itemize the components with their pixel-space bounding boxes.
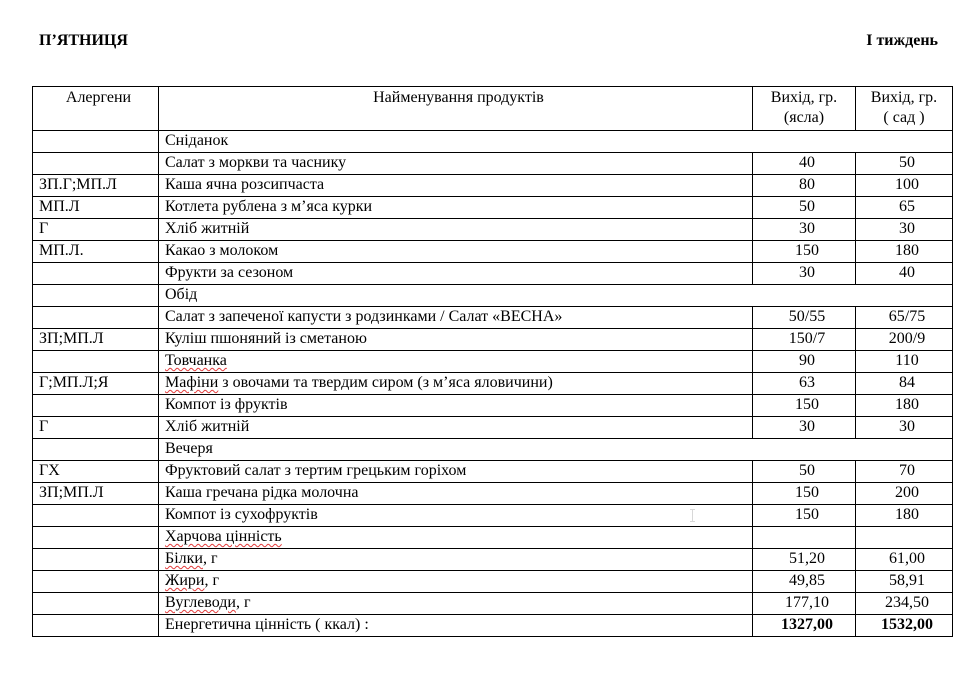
section-title-lunch: Обід bbox=[159, 285, 953, 307]
garden-output-cell: 180 bbox=[856, 241, 953, 263]
table-row bbox=[33, 593, 953, 615]
nursery-output-cell: 51,20 bbox=[753, 549, 856, 571]
garden-output-cell: 65/75 bbox=[856, 307, 953, 329]
text-cursor-icon bbox=[692, 509, 693, 522]
allergen-cell: МП.Л bbox=[33, 197, 159, 219]
product-name-cell: Куліш пшоняний із сметаною bbox=[159, 329, 753, 351]
table-row bbox=[33, 197, 953, 219]
allergen-cell bbox=[33, 549, 159, 571]
nursery-energy-total: 1327,00 bbox=[753, 615, 856, 637]
product-name-cell: Компот із фруктів bbox=[159, 395, 753, 417]
nutrient-unit: , г bbox=[202, 550, 218, 567]
product-name-cell: Фруктовий салат з тертим грецьким горіхом bbox=[159, 461, 753, 483]
table-header-row bbox=[33, 87, 953, 131]
nursery-output-cell: 30 bbox=[753, 263, 856, 285]
nursery-output-cell: 30 bbox=[753, 219, 856, 241]
allergen-cell bbox=[33, 439, 159, 461]
allergen-cell bbox=[33, 285, 159, 307]
table-row bbox=[33, 329, 953, 351]
section-title-dinner: Вечеря bbox=[159, 439, 953, 461]
allergen-cell: Г bbox=[33, 417, 159, 439]
nursery-output-cell: 63 bbox=[753, 373, 856, 395]
garden-output-cell: 70 bbox=[856, 461, 953, 483]
nursery-output-cell: 50 bbox=[753, 197, 856, 219]
column-header-garden-output bbox=[856, 87, 953, 131]
garden-output-cell: 65 bbox=[856, 197, 953, 219]
garden-output-cell bbox=[856, 527, 953, 549]
table-row bbox=[33, 461, 953, 483]
table-row bbox=[33, 395, 953, 417]
allergen-cell bbox=[33, 505, 159, 527]
table-row bbox=[33, 505, 953, 527]
nutrient-label-cell bbox=[159, 549, 753, 571]
product-name-cell: Фрукти за сезоном bbox=[159, 263, 753, 285]
product-name-cell bbox=[159, 351, 753, 373]
nursery-output-cell: 40 bbox=[753, 153, 856, 175]
table-row bbox=[33, 307, 953, 329]
table-row bbox=[33, 549, 953, 571]
nursery-output-cell: 50 bbox=[753, 461, 856, 483]
allergen-cell bbox=[33, 263, 159, 285]
garden-output-cell: 180 bbox=[856, 395, 953, 417]
garden-output-cell: 234,50 bbox=[856, 593, 953, 615]
product-name-cell: Салат з моркви та часнику bbox=[159, 153, 753, 175]
product-name-cell: Котлета рублена з м’яса курки bbox=[159, 197, 753, 219]
nursery-output-cell: 80 bbox=[753, 175, 856, 197]
product-name-cell bbox=[159, 373, 753, 395]
nursery-output-cell: 30 bbox=[753, 417, 856, 439]
spellcheck-flagged-word: Вуглеводи bbox=[165, 594, 236, 611]
table-row bbox=[33, 263, 953, 285]
allergen-cell bbox=[33, 593, 159, 615]
garden-output-cell: 58,91 bbox=[856, 571, 953, 593]
nutrient-label-cell bbox=[159, 571, 753, 593]
table-row bbox=[33, 241, 953, 263]
allergen-cell bbox=[33, 527, 159, 549]
table-row bbox=[33, 571, 953, 593]
nursery-output-cell: 150 bbox=[753, 505, 856, 527]
nursery-header-line1: Вихід, гр. bbox=[770, 89, 838, 106]
allergen-cell: ЗП.Г;МП.Л bbox=[33, 175, 159, 197]
product-name-rest: з овочами та твердим сиром (з м’яса яловичини) bbox=[218, 374, 553, 391]
energy-label-cell: Енергетична цінність ( ккал) : bbox=[159, 615, 753, 637]
section-title-breakfast: Сніданок bbox=[159, 131, 953, 153]
column-header-product-name: Найменування продуктів bbox=[159, 87, 753, 131]
allergen-cell: МП.Л. bbox=[33, 241, 159, 263]
allergen-cell bbox=[33, 351, 159, 373]
allergen-cell bbox=[33, 307, 159, 329]
table-row bbox=[33, 373, 953, 395]
garden-output-cell: 100 bbox=[856, 175, 953, 197]
product-name-cell: Хліб житній bbox=[159, 417, 753, 439]
garden-output-cell: 40 bbox=[856, 263, 953, 285]
garden-output-cell: 30 bbox=[856, 417, 953, 439]
nutrient-unit: , г bbox=[204, 572, 220, 589]
product-name-cell: Салат з запеченої капусти з родзинками / Салат «ВЕСНА» bbox=[159, 307, 753, 329]
garden-output-cell: 110 bbox=[856, 351, 953, 373]
nursery-output-cell: 177,10 bbox=[753, 593, 856, 615]
garden-output-cell: 30 bbox=[856, 219, 953, 241]
section-title-nutrition bbox=[159, 527, 753, 549]
spellcheck-flagged-word: Мафіни bbox=[165, 374, 219, 391]
garden-output-cell: 50 bbox=[856, 153, 953, 175]
garden-energy-total: 1532,00 bbox=[856, 615, 953, 637]
nursery-output-cell bbox=[753, 527, 856, 549]
nursery-output-cell: 150 bbox=[753, 483, 856, 505]
product-name-cell: Какао з молоком bbox=[159, 241, 753, 263]
garden-output-cell: 200/9 bbox=[856, 329, 953, 351]
garden-output-cell: 200 bbox=[856, 483, 953, 505]
garden-output-cell: 84 bbox=[856, 373, 953, 395]
spellcheck-flagged-word: Харчова цінність bbox=[165, 528, 282, 545]
allergen-cell: Г;МП.Л;Я bbox=[33, 373, 159, 395]
week-label: І тиждень bbox=[866, 32, 938, 49]
table-row bbox=[33, 175, 953, 197]
nursery-output-cell: 90 bbox=[753, 351, 856, 373]
product-name-cell: Хліб житній bbox=[159, 219, 753, 241]
nursery-output-cell: 49,85 bbox=[753, 571, 856, 593]
table-row bbox=[33, 351, 953, 373]
table-row bbox=[33, 417, 953, 439]
allergen-cell bbox=[33, 615, 159, 637]
day-title: П’ЯТНИЦЯ bbox=[39, 32, 128, 49]
allergen-cell: ГХ bbox=[33, 461, 159, 483]
section-row-lunch bbox=[33, 285, 953, 307]
garden-output-cell: 180 bbox=[856, 505, 953, 527]
spellcheck-flagged-word: Товчанка bbox=[165, 352, 227, 369]
nutrient-unit: , г bbox=[235, 594, 251, 611]
energy-total-row bbox=[33, 615, 953, 637]
allergen-cell: ЗП;МП.Л bbox=[33, 329, 159, 351]
allergen-cell bbox=[33, 153, 159, 175]
garden-header-line1: Вихід, гр. bbox=[870, 89, 938, 106]
nursery-header-line2: (ясла) bbox=[783, 109, 825, 126]
product-name-cell: Каша ячна розсипчаста bbox=[159, 175, 753, 197]
column-header-allergens: Алергени bbox=[33, 87, 159, 131]
section-row-dinner bbox=[33, 439, 953, 461]
nursery-output-cell: 150 bbox=[753, 395, 856, 417]
nursery-output-cell: 150/7 bbox=[753, 329, 856, 351]
spellcheck-flagged-word: Білки bbox=[165, 550, 203, 567]
menu-table bbox=[32, 86, 953, 637]
table-row bbox=[33, 483, 953, 505]
garden-header-line2: ( сад ) bbox=[883, 109, 925, 126]
product-name-cell: Каша гречана рідка молочна bbox=[159, 483, 753, 505]
nutrient-label-cell bbox=[159, 593, 753, 615]
column-header-nursery-output bbox=[753, 87, 856, 131]
table-row bbox=[33, 153, 953, 175]
section-row-breakfast bbox=[33, 131, 953, 153]
spellcheck-flagged-word: Жири bbox=[165, 572, 205, 589]
allergen-cell bbox=[33, 571, 159, 593]
allergen-cell bbox=[33, 131, 159, 153]
garden-output-cell: 61,00 bbox=[856, 549, 953, 571]
allergen-cell: ЗП;МП.Л bbox=[33, 483, 159, 505]
allergen-cell: Г bbox=[33, 219, 159, 241]
nursery-output-cell: 50/55 bbox=[753, 307, 856, 329]
product-name-cell: Компот із сухофруктів bbox=[159, 505, 753, 527]
section-row-nutrition bbox=[33, 527, 953, 549]
nursery-output-cell: 150 bbox=[753, 241, 856, 263]
table-row bbox=[33, 219, 953, 241]
allergen-cell bbox=[33, 395, 159, 417]
